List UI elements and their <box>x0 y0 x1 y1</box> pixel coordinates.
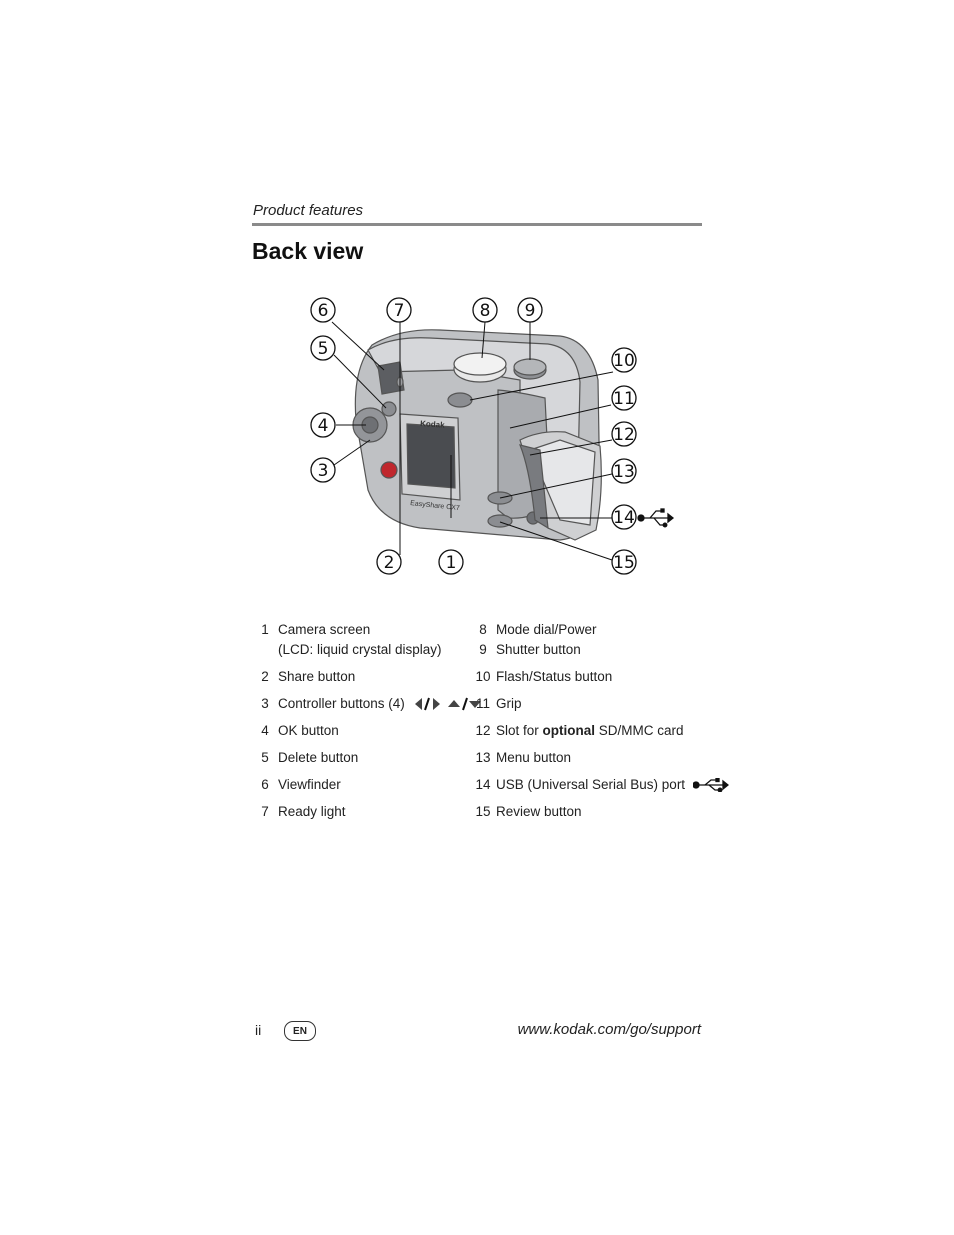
legend-item <box>252 667 474 687</box>
usb-icon <box>693 778 729 792</box>
legend-label: Shutter button <box>496 642 581 657</box>
legend-label: Menu button <box>496 750 572 765</box>
callout-13-label: 13 <box>613 462 635 482</box>
legend-item <box>470 802 710 822</box>
legend-label: Slot for <box>496 723 543 738</box>
legend-label: SD/MMC card <box>595 723 684 738</box>
legend-right-column <box>470 620 710 829</box>
legend-item <box>470 694 710 714</box>
legend-num: 3 <box>261 696 269 711</box>
callout-4-label: 4 <box>317 416 329 436</box>
legend-label: USB (Universal Serial Bus) port <box>496 777 686 792</box>
legend-label: Share button <box>278 669 356 684</box>
camera-illustration <box>353 330 601 540</box>
legend-num: 15 <box>475 804 491 819</box>
usb-icon <box>638 509 673 527</box>
legend-item <box>470 775 710 795</box>
legend-num: 4 <box>261 723 269 738</box>
legend-label: Delete button <box>278 750 359 765</box>
legend-item <box>252 721 474 741</box>
legend-num: 9 <box>479 642 487 657</box>
legend-label: Flash/Status button <box>496 669 613 684</box>
legend-item <box>470 721 710 741</box>
legend-item <box>470 667 710 687</box>
callout-10-label: 10 <box>613 351 635 371</box>
legend-sublabel: (LCD: liquid crystal display) <box>278 642 442 657</box>
legend-label: OK button <box>278 723 339 738</box>
legend-label: Viewfinder <box>278 777 341 792</box>
legend-num: 12 <box>475 723 491 738</box>
legend-num: 5 <box>261 750 269 765</box>
legend-num: 8 <box>479 622 487 637</box>
camera-model-label: EasyShare CX7 <box>409 500 461 513</box>
legend-item <box>470 748 710 768</box>
legend-label: Mode dial/Power <box>496 622 597 637</box>
legend-num: 1 <box>261 622 269 637</box>
callout-7-label: 7 <box>393 301 405 321</box>
legend-num: 2 <box>261 669 269 684</box>
support-url[interactable]: www.kodak.com/go/support <box>517 1021 701 1038</box>
legend-num: 11 <box>475 696 490 711</box>
callout-9-label: 9 <box>524 301 536 321</box>
callout-14-label: 14 <box>613 508 635 528</box>
callout-6-label: 6 <box>317 301 329 321</box>
legend-num: 7 <box>261 804 269 819</box>
legend-item <box>252 620 474 660</box>
legend-label: Ready light <box>278 804 346 819</box>
legend-item <box>470 620 710 640</box>
callout-1-label: 1 <box>445 553 457 573</box>
legend-label: Camera screen <box>278 622 371 637</box>
callout-2-label: 2 <box>383 553 395 573</box>
legend-item <box>252 775 474 795</box>
section-header: Product features <box>253 202 364 219</box>
legend-num: 10 <box>475 669 491 684</box>
callout-11-label: 11 <box>613 389 635 409</box>
callout-8-label: 8 <box>479 301 491 321</box>
legend-item <box>252 748 474 768</box>
legend-num: 14 <box>475 777 491 792</box>
legend-label: Controller buttons (4) <box>278 696 405 711</box>
callout-5-label: 5 <box>317 339 329 359</box>
legend-item <box>470 640 710 660</box>
legend-num: 6 <box>261 777 269 792</box>
page-number: ii <box>255 1022 262 1038</box>
legend-item <box>252 694 474 714</box>
legend-num: 13 <box>475 750 491 765</box>
legend-item <box>252 802 474 822</box>
legend-label: Grip <box>496 696 522 711</box>
legend-left-column <box>252 620 474 829</box>
camera-brand-label: Kodak <box>419 419 445 430</box>
legend-label: Review button <box>496 804 582 819</box>
callout-3-label: 3 <box>317 461 329 481</box>
legend-label-emphasis: optional <box>542 723 596 738</box>
language-badge: EN <box>284 1021 316 1041</box>
page-title: Back view <box>252 238 364 264</box>
callout-12-label: 12 <box>613 425 635 445</box>
callout-15-label: 15 <box>613 553 635 573</box>
